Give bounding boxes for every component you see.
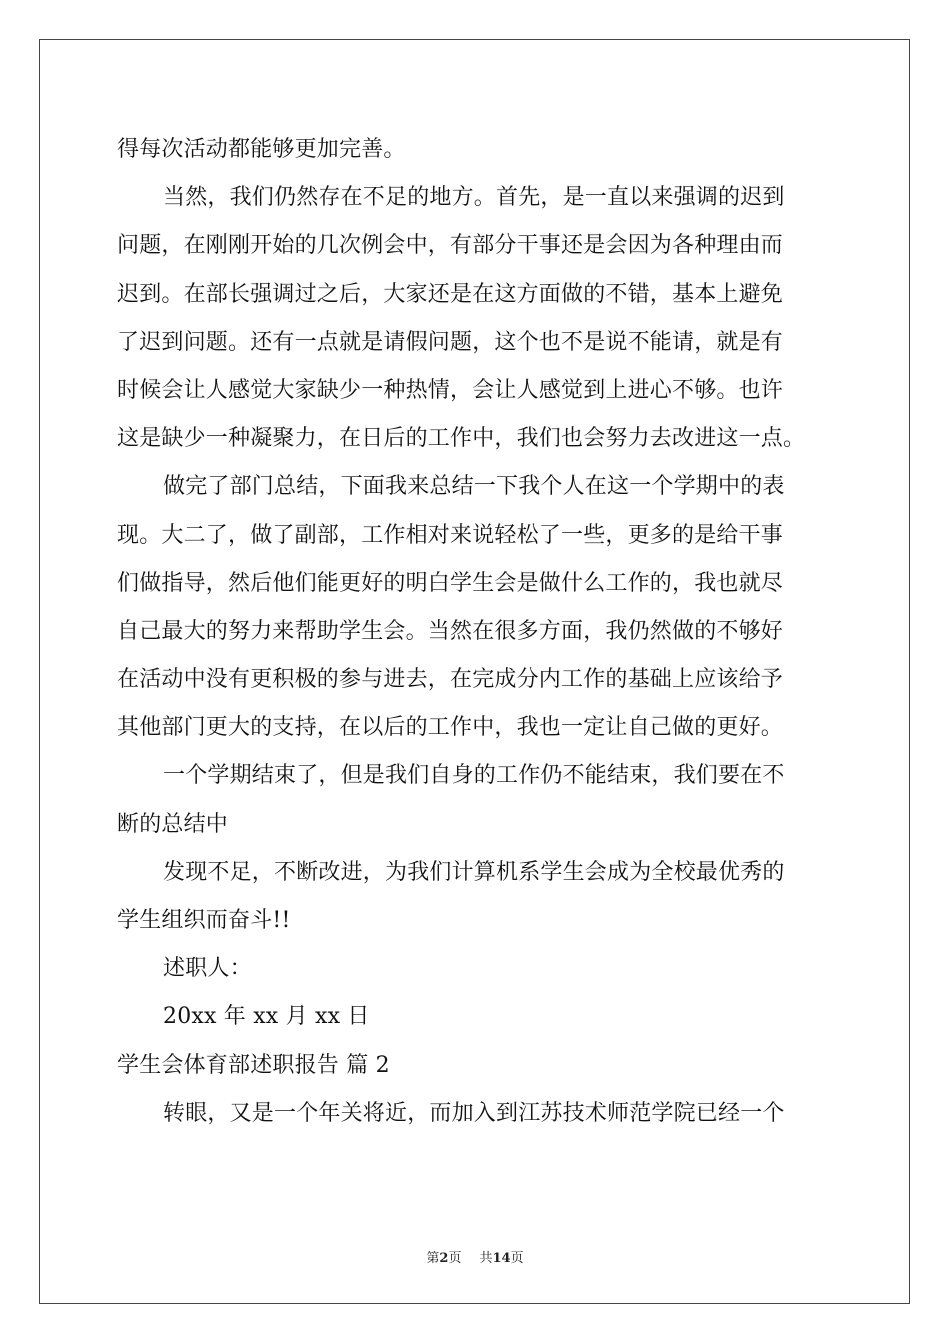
text-line: 在活动中没有更积极的参与进去，在完成分内工作的基础上应该给予 [117, 667, 784, 693]
text-line: 转眼，又是一个年关将近，而加入到江苏技术师范学院已经一个 [163, 1100, 785, 1126]
page-prefix: 第 [426, 1251, 440, 1266]
total-page-number: 14 [492, 1251, 511, 1266]
current-page-number: 2 [439, 1251, 449, 1266]
text-line: 当然，我们仍然存在不足的地方。首先，是一直以来强调的迟到 [163, 185, 785, 211]
text-line: 迟到。在部长强调过之后，大家还是在这方面做的不错，基本上避免 [117, 281, 784, 307]
text-line: 其他部门更大的支持，在以后的工作中，我也一定让自己做的更好。 [117, 715, 784, 741]
text-line: 一个学期结束了，但是我们自身的工作仍不能结束，我们要在不 [163, 763, 785, 789]
text-line: 做完了部门总结，下面我来总结一下我个人在这一个学期中的表 [163, 474, 785, 500]
text-line: 断的总结中 [117, 811, 229, 837]
text-line: 20xx 年 xx 月 xx 日 [163, 1004, 370, 1030]
text-line: 现。大二了，做了副部，工作相对来说轻松了一些，更多的是给干事 [117, 522, 784, 548]
text-line: 们做指导，然后他们能更好的明白学生会是做什么工作的，我也就尽 [117, 570, 784, 596]
text-line: 述职人： [163, 956, 252, 982]
text-line: 了迟到问题。还有一点就是请假问题，这个也不是说不能请，就是有 [117, 329, 784, 355]
text-line: 自己最大的努力来帮助学生会。当然在很多方面，我仍然做的不够好 [117, 618, 784, 644]
total-prefix: 共 [479, 1251, 493, 1266]
text-line: 这是缺少一种凝聚力，在日后的工作中，我们也会努力去改进这一点。 [117, 426, 806, 452]
text-line: 发现不足，不断改进，为我们计算机系学生会成为全校最优秀的 [163, 859, 785, 885]
text-line: 学生会体育部述职报告 篇 2 [117, 1052, 390, 1078]
document-body [117, 126, 847, 1138]
text-line: 问题，在刚刚开始的几次例会中，有部分干事还是会因为各种理由而 [117, 233, 784, 259]
text-line: 学生组织而奋斗!! [117, 908, 291, 933]
page-footer [0, 1247, 950, 1266]
total-suffix: 页 [510, 1251, 524, 1266]
page-suffix: 页 [448, 1251, 462, 1266]
text-line: 得每次活动都能够更加完善。 [117, 137, 406, 162]
text-line: 时候会让人感觉大家缺少一种热情，会让人感觉到上进心不够。也许 [117, 377, 784, 403]
